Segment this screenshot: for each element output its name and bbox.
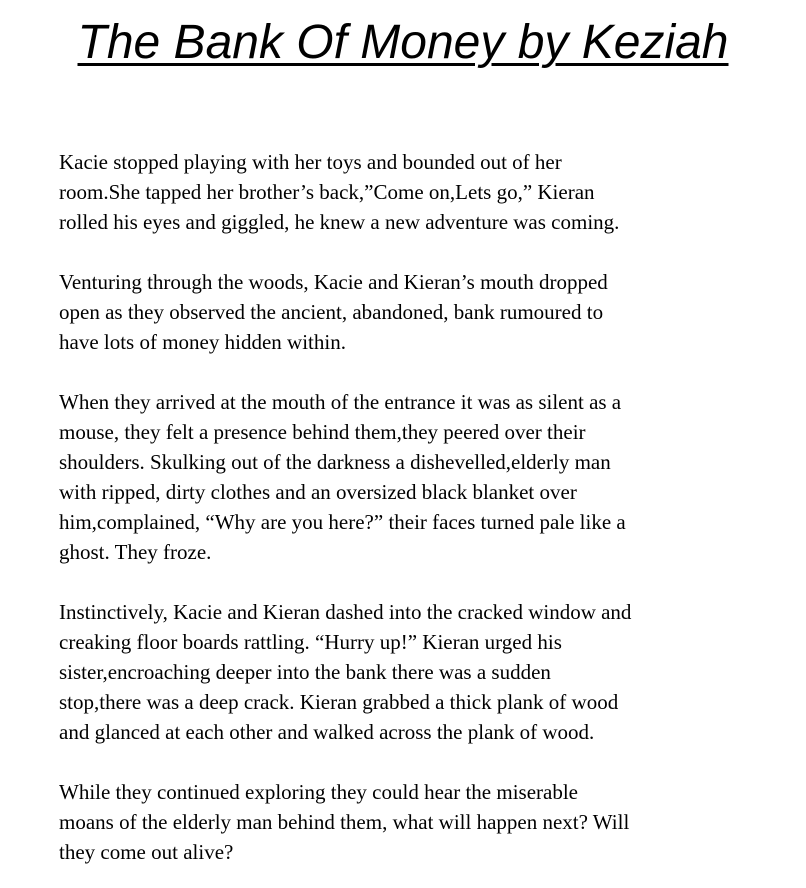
story-paragraph-3: When they arrived at the mouth of the entrance it was as silent as a mouse, they felt a presence behind them,they peered over their shoulders. Skulking out of the darkness a dishevelled,elderly man with ripped, dirty clothes and an oversized black blanket over him,complained, “Why are you here?” their faces turned pale like a ghost. They froze. (59, 390, 626, 564)
story-title: The Bank Of Money by Keziah (77, 16, 729, 69)
story-paragraph-5: While they continued exploring they could hear the miserable moans of the elderly man behind them, what will happen next? Will they come out alive? (59, 780, 630, 864)
story-paragraph-2: Venturing through the woods, Kacie and Kieran’s mouth dropped open as they observed the ancient, abandoned, bank rumoured to have lots of money hidden within. (59, 270, 608, 354)
story-body (59, 147, 759, 867)
story-paragraph-4: Instinctively, Kacie and Kieran dashed into the cracked window and creaking floor boards rattling. “Hurry up!” Kieran urged his sister,encroaching deeper into the bank there was a sudden stop,there was a deep crack. Kieran grabbed a thick plank of wood and glanced at each other and walked across the plank of wood. (59, 600, 632, 744)
story-paragraph-1: Kacie stopped playing with her toys and bounded out of her room.She tapped her brother’s back,”Come on,Lets go,” Kieran rolled his eyes and giggled, he knew a new adventure was coming. (59, 150, 620, 234)
